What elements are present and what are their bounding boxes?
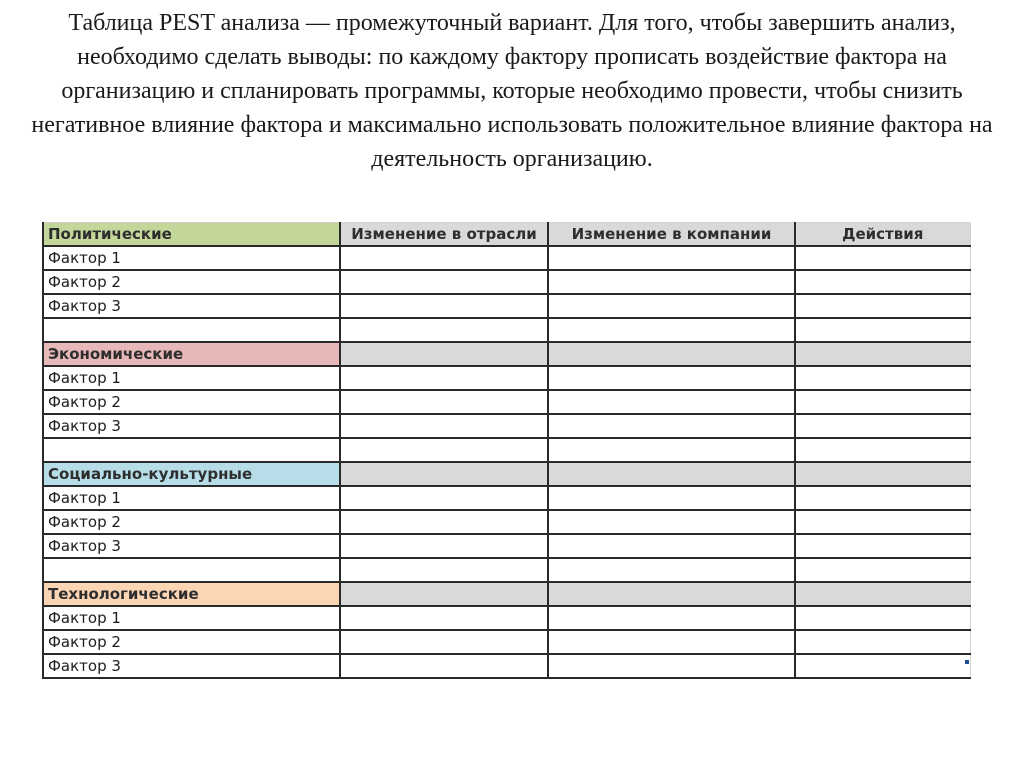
factor-label[interactable]: Фактор 1: [43, 366, 340, 390]
empty-cell[interactable]: [795, 438, 970, 462]
empty-cell[interactable]: [43, 558, 340, 582]
section-fill-cell[interactable]: [795, 342, 970, 366]
column-header-company-change[interactable]: Изменение в компании: [548, 223, 795, 247]
company-change-cell[interactable]: [548, 630, 795, 654]
empty-cell[interactable]: [795, 558, 970, 582]
factor-label[interactable]: Фактор 2: [43, 270, 340, 294]
industry-change-cell[interactable]: [340, 294, 548, 318]
actions-cell[interactable]: [795, 486, 970, 510]
industry-change-cell[interactable]: [340, 606, 548, 630]
section-fill-cell[interactable]: [795, 462, 970, 486]
actions-cell[interactable]: [795, 294, 970, 318]
pest-spreadsheet: [42, 222, 969, 675]
table-row: [43, 630, 970, 654]
empty-cell[interactable]: [43, 438, 340, 462]
company-change-cell[interactable]: [548, 606, 795, 630]
company-change-cell[interactable]: [548, 366, 795, 390]
pest-table: [42, 222, 971, 679]
table-row: [43, 270, 970, 294]
actions-cell[interactable]: [795, 630, 970, 654]
actions-cell[interactable]: [795, 390, 970, 414]
table-row: [43, 414, 970, 438]
factor-label[interactable]: Фактор 1: [43, 246, 340, 270]
table-row: [43, 606, 970, 630]
industry-change-cell[interactable]: [340, 366, 548, 390]
section-title-socio-cultural[interactable]: Социально-культурные: [43, 462, 340, 486]
empty-cell[interactable]: [548, 558, 795, 582]
industry-change-cell[interactable]: [340, 270, 548, 294]
selection-fill-handle[interactable]: [965, 660, 969, 664]
factor-label[interactable]: Фактор 3: [43, 414, 340, 438]
industry-change-cell[interactable]: [340, 510, 548, 534]
table-row: [43, 390, 970, 414]
company-change-cell[interactable]: [548, 414, 795, 438]
table-row: [43, 486, 970, 510]
intro-paragraph: Таблица PEST анализа — промежуточный вариант. Для того, чтобы завершить анализ, необходимо сделать выводы: по каждому фактору прописать воздействие фактора на организацию и спланировать программы, которые необходимо провести, чтобы снизить негативное влияние фактора и максимально использовать положительное влияние фактора на деятельность организацию.: [31, 10, 993, 172]
section-row-technological: [43, 582, 970, 606]
section-title-political[interactable]: Политические: [43, 223, 340, 247]
company-change-cell[interactable]: [548, 486, 795, 510]
company-change-cell[interactable]: [548, 534, 795, 558]
section-title-technological[interactable]: Технологические: [43, 582, 340, 606]
empty-cell[interactable]: [340, 318, 548, 342]
section-row-economic: [43, 342, 970, 366]
company-change-cell[interactable]: [548, 246, 795, 270]
industry-change-cell[interactable]: [340, 414, 548, 438]
factor-label[interactable]: Фактор 3: [43, 294, 340, 318]
factor-label[interactable]: Фактор 2: [43, 390, 340, 414]
industry-change-cell[interactable]: [340, 630, 548, 654]
section-fill-cell[interactable]: [548, 342, 795, 366]
company-change-cell[interactable]: [548, 294, 795, 318]
factor-label[interactable]: Фактор 1: [43, 606, 340, 630]
table-row: [43, 654, 970, 678]
company-change-cell[interactable]: [548, 270, 795, 294]
column-header-actions[interactable]: Действия: [795, 223, 970, 247]
empty-cell[interactable]: [795, 318, 970, 342]
section-fill-cell[interactable]: [340, 582, 548, 606]
empty-row: [43, 558, 970, 582]
actions-cell[interactable]: [795, 366, 970, 390]
section-title-economic[interactable]: Экономические: [43, 342, 340, 366]
empty-cell[interactable]: [43, 318, 340, 342]
actions-cell[interactable]: [795, 606, 970, 630]
factor-label[interactable]: Фактор 2: [43, 510, 340, 534]
actions-cell[interactable]: [795, 270, 970, 294]
actions-cell[interactable]: [795, 654, 970, 678]
header-row: [43, 223, 970, 247]
section-row-socio-cultural: [43, 462, 970, 486]
table-row: [43, 366, 970, 390]
actions-cell[interactable]: [795, 510, 970, 534]
table-row: [43, 534, 970, 558]
section-fill-cell[interactable]: [795, 582, 970, 606]
empty-cell[interactable]: [548, 438, 795, 462]
table-row: [43, 246, 970, 270]
section-fill-cell[interactable]: [548, 582, 795, 606]
table-row: [43, 294, 970, 318]
table-row: [43, 510, 970, 534]
factor-label[interactable]: Фактор 2: [43, 630, 340, 654]
industry-change-cell[interactable]: [340, 390, 548, 414]
section-fill-cell[interactable]: [340, 342, 548, 366]
section-fill-cell[interactable]: [548, 462, 795, 486]
company-change-cell[interactable]: [548, 654, 795, 678]
empty-row: [43, 438, 970, 462]
industry-change-cell[interactable]: [340, 654, 548, 678]
industry-change-cell[interactable]: [340, 534, 548, 558]
industry-change-cell[interactable]: [340, 486, 548, 510]
actions-cell[interactable]: [795, 246, 970, 270]
column-header-industry-change[interactable]: Изменение в отрасли: [340, 223, 548, 247]
industry-change-cell[interactable]: [340, 246, 548, 270]
section-fill-cell[interactable]: [340, 462, 548, 486]
actions-cell[interactable]: [795, 534, 970, 558]
factor-label[interactable]: Фактор 3: [43, 654, 340, 678]
empty-row: [43, 318, 970, 342]
empty-cell[interactable]: [548, 318, 795, 342]
actions-cell[interactable]: [795, 414, 970, 438]
company-change-cell[interactable]: [548, 390, 795, 414]
empty-cell[interactable]: [340, 438, 548, 462]
empty-cell[interactable]: [340, 558, 548, 582]
factor-label[interactable]: Фактор 1: [43, 486, 340, 510]
factor-label[interactable]: Фактор 3: [43, 534, 340, 558]
company-change-cell[interactable]: [548, 510, 795, 534]
